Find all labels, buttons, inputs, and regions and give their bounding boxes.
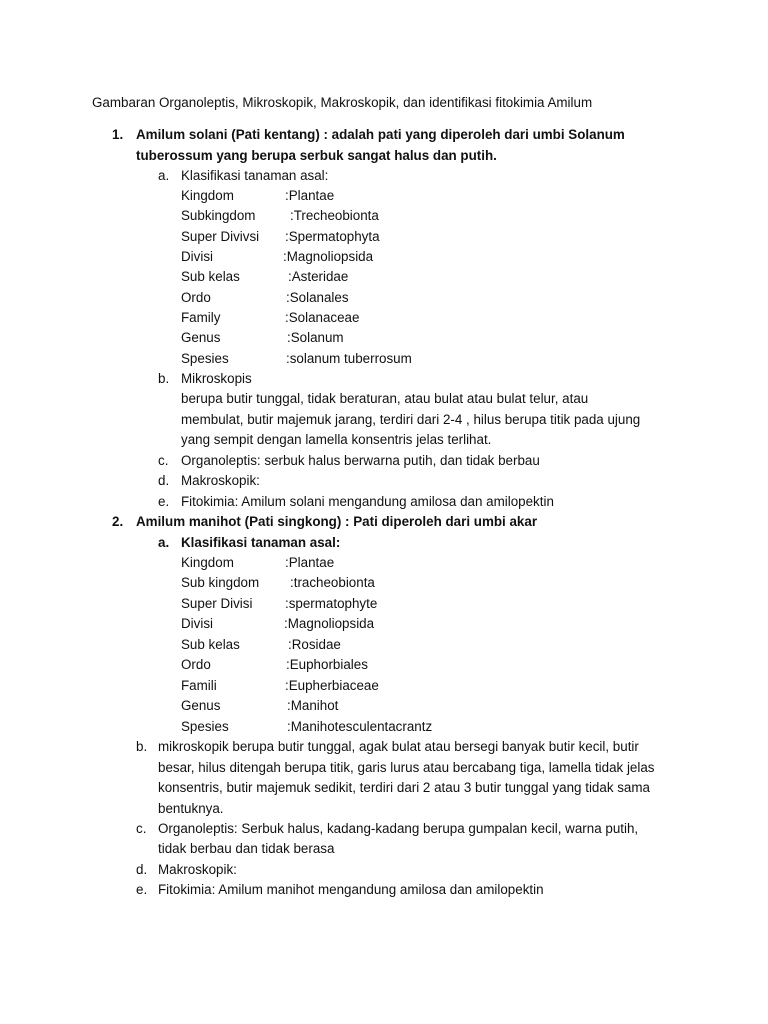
section-1-b-marker: b. xyxy=(158,371,170,386)
section-1-microscopy-text: membulat, butir majemuk jarang, terdiri dari 2-4 , hilus berupa titik pada ujung xyxy=(181,412,641,427)
taxonomy-rank: Sub kingdom xyxy=(181,575,260,590)
section-2-e-marker: e. xyxy=(136,882,148,897)
taxonomy-rank: Spesies xyxy=(181,351,229,366)
section-2-d-marker: d. xyxy=(136,862,148,877)
taxonomy-rank: Spesies xyxy=(181,719,229,734)
section-2-heading: Amilum manihot (Pati singkong) : Pati diperoleh dari umbi akar xyxy=(136,514,538,529)
section-1-a-marker: a. xyxy=(158,168,170,183)
section-1-phytochemistry-text: Fitokimia: Amilum solani mengandung amilosa dan amilopektin xyxy=(181,494,554,509)
taxonomy-rank: Famili xyxy=(181,678,217,693)
section-2-number: 2. xyxy=(112,514,124,529)
taxonomy-value: :solanum tuberrosum xyxy=(286,351,412,366)
section-1-macroscopic-text: Makroskopik: xyxy=(181,473,260,488)
section-2-macroscopic-text: Makroskopik: xyxy=(158,862,237,877)
taxonomy-rank: Super Divisi xyxy=(181,596,253,611)
taxonomy-value: :Solanum xyxy=(287,330,344,345)
taxonomy-value: :Plantae xyxy=(285,188,335,203)
taxonomy-rank: Sub kelas xyxy=(181,269,240,284)
taxonomy-rank: Subkingdom xyxy=(181,208,256,223)
taxonomy-value: :Manihot xyxy=(287,698,339,713)
section-2-c-marker: c. xyxy=(136,821,147,836)
document-title: Gambaran Organoleptis, Mikroskopik, Makroskopik, dan identifikasi fitokimia Amilum xyxy=(92,95,593,110)
taxonomy-value: :Euphorbiales xyxy=(286,657,368,672)
section-1-classification-label: Klasifikasi tanaman asal: xyxy=(181,168,329,183)
section-2-microscopy-text: besar, hilus ditengah berupa titik, garis lurus atau bercabang tiga, lamella tidak jelas xyxy=(158,760,655,775)
section-2-microscopy-text: konsentris, butir majemuk sedikit, terdiri dari 2 atau 3 butir tunggal yang tidak sama xyxy=(158,780,650,795)
taxonomy-value: :Manihotesculentacrantz xyxy=(287,719,433,734)
taxonomy-rank: Sub kelas xyxy=(181,637,240,652)
section-2-classification-label: Klasifikasi tanaman asal: xyxy=(181,535,341,550)
taxonomy-rank: Genus xyxy=(181,330,221,345)
taxonomy-value: :Solanales xyxy=(286,290,349,305)
section-1-organoleptic-text: Organoleptis: serbuk halus berwarna putih, dan tidak berbau xyxy=(181,453,540,468)
section-1-heading-line-2: tuberossum yang berupa serbuk sangat halus dan putih. xyxy=(136,148,497,163)
section-1-number: 1. xyxy=(112,127,124,142)
section-1-e-marker: e. xyxy=(158,494,170,509)
section-1-heading-line-1: Amilum solani (Pati kentang) : adalah pati yang diperoleh dari umbi Solanum xyxy=(136,127,625,142)
taxonomy-rank: Kingdom xyxy=(181,555,234,570)
taxonomy-value: :Rosidae xyxy=(288,637,341,652)
section-2-organoleptic-text: tidak berbau dan tidak berasa xyxy=(158,841,335,856)
taxonomy-value: :Plantae xyxy=(285,555,335,570)
taxonomy-value: :tracheobionta xyxy=(290,575,375,590)
taxonomy-value: :Magnoliopsida xyxy=(284,616,375,631)
taxonomy-rank: Kingdom xyxy=(181,188,234,203)
taxonomy-rank: Super Divivsi xyxy=(181,229,260,244)
taxonomy-value: :Eupherbiaceae xyxy=(285,678,379,693)
taxonomy-rank: Ordo xyxy=(181,657,211,672)
section-1-d-marker: d. xyxy=(158,473,170,488)
taxonomy-value: :Solanaceae xyxy=(285,310,360,325)
taxonomy-rank: Divisi xyxy=(181,616,213,631)
taxonomy-rank: Genus xyxy=(181,698,221,713)
section-2-phytochemistry-text: Fitokimia: Amilum manihot mengandung amilosa dan amilopektin xyxy=(158,882,544,897)
taxonomy-rank: Divisi xyxy=(181,249,213,264)
taxonomy-value: :Asteridae xyxy=(288,269,349,284)
section-1-microscopy-label: Mikroskopis xyxy=(181,371,252,386)
section-1-microscopy-text: berupa butir tunggal, tidak beraturan, atau bulat atau bulat telur, atau xyxy=(181,391,589,406)
section-2-a-marker: a. xyxy=(158,535,170,550)
section-2-microscopy-text: bentuknya. xyxy=(158,801,224,816)
section-2-b-marker: b. xyxy=(136,739,148,754)
taxonomy-rank: Ordo xyxy=(181,290,211,305)
taxonomy-rank: Family xyxy=(181,310,221,325)
section-2-organoleptic-text: Organoleptis: Serbuk halus, kadang-kadang berupa gumpalan kecil, warna putih, xyxy=(158,821,639,836)
section-2-microscopy-text: mikroskopik berupa butir tunggal, agak bulat atau bersegi banyak butir kecil, butir xyxy=(158,739,639,754)
taxonomy-value: :Magnoliopsida xyxy=(283,249,374,264)
taxonomy-value: :spermatophyte xyxy=(285,596,378,611)
taxonomy-value: :Spermatophyta xyxy=(285,229,380,244)
section-1-microscopy-text: yang sempit dengan lamella konsentris jelas terlihat. xyxy=(181,432,492,447)
taxonomy-value: :Trecheobionta xyxy=(290,208,379,223)
section-1-c-marker: c. xyxy=(158,453,169,468)
